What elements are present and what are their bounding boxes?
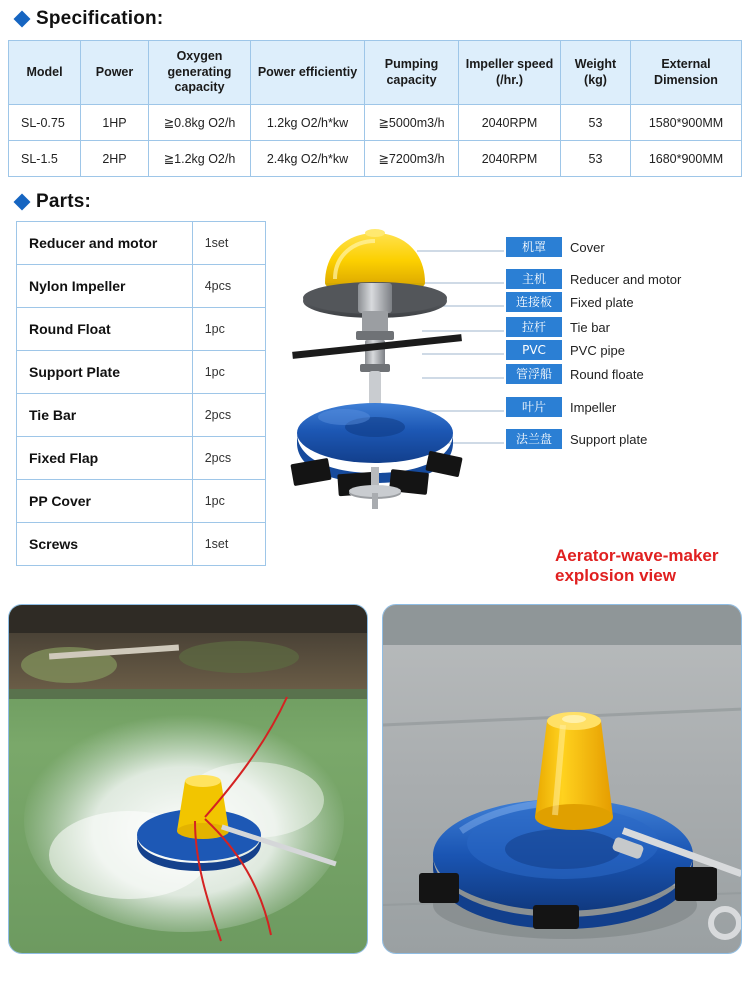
cell-oxygen: ≧1.2kg O2/h [149, 141, 251, 177]
parts-table [16, 221, 266, 566]
callout-impeller [506, 397, 616, 417]
part-name: PP Cover [17, 480, 193, 523]
diamond-bullet-icon [14, 11, 31, 28]
aerator-on-concrete-ground-photo [382, 604, 742, 954]
cell-power: 2HP [81, 141, 149, 177]
list-item [17, 394, 266, 437]
part-qty: 2pcs [192, 394, 265, 437]
callout-cn-label: 连接板 [506, 292, 562, 312]
callout-en-label: Round floate [570, 366, 644, 382]
list-item [17, 437, 266, 480]
cell-power: 1HP [81, 105, 149, 141]
parts-area [0, 221, 750, 585]
col-impeller-speed: Impeller speed (/hr.) [459, 41, 561, 105]
part-qty: 1set [192, 222, 265, 265]
part-name: Round Float [17, 308, 193, 351]
cell-efficiency: 2.4kg O2/h*kw [251, 141, 365, 177]
col-power: Power [81, 41, 149, 105]
table-header-row [9, 41, 742, 105]
callout-cn-label: 法兰盘 [506, 429, 562, 449]
callout-en-label: PVC pipe [570, 342, 625, 358]
col-efficiency: Power efficientiy [251, 41, 365, 105]
callout-cn-label: 拉杆 [506, 317, 562, 337]
cell-oxygen: ≧0.8kg O2/h [149, 105, 251, 141]
list-item [17, 351, 266, 394]
callout-cn-label: 机罩 [506, 237, 562, 257]
callout-support-plate [506, 429, 647, 449]
callout-cn-label: PVC [506, 340, 562, 360]
ground-photo-illustration [383, 605, 742, 954]
part-name: Screws [17, 523, 193, 566]
col-pumping: Pumping capacity [365, 41, 459, 105]
table-row [9, 105, 742, 141]
cell-pumping: ≧7200m3/h [365, 141, 459, 177]
specification-table-wrap [0, 30, 750, 177]
callout-cover [506, 237, 605, 257]
callout-round-float [506, 364, 644, 384]
part-qty: 1set [192, 523, 265, 566]
cell-speed: 2040RPM [459, 141, 561, 177]
list-item [17, 222, 266, 265]
part-name: Tie Bar [17, 394, 193, 437]
callout-en-label: Fixed plate [570, 294, 634, 310]
part-qty: 2pcs [192, 437, 265, 480]
part-qty: 1pc [192, 480, 265, 523]
callout-cn-label: 主机 [506, 269, 562, 289]
parts-title: Parts: [36, 191, 92, 212]
cell-model: SL-1.5 [9, 141, 81, 177]
callout-tie-bar [506, 317, 610, 337]
callout-en-label: Reducer and motor [570, 271, 682, 287]
aerator-operating-in-pond-photo [8, 604, 368, 954]
exploded-diagram [272, 221, 742, 585]
specification-heading [0, 0, 750, 30]
list-item [17, 265, 266, 308]
callout-cn-label: 管浮船 [506, 364, 562, 384]
list-item [17, 308, 266, 351]
table-row [9, 141, 742, 177]
callout-en-label: Cover [570, 239, 605, 255]
callout-reducer-and-motor [506, 269, 681, 289]
part-name: Support Plate [17, 351, 193, 394]
col-external-dimension: External Dimension [631, 41, 742, 105]
callout-en-label: Impeller [570, 399, 617, 415]
callout-fixed-plate [506, 292, 634, 312]
part-qty: 1pc [192, 308, 265, 351]
parts-heading [0, 177, 750, 221]
part-qty: 1pc [192, 351, 265, 394]
part-name: Reducer and motor [17, 222, 193, 265]
cell-weight: 53 [561, 105, 631, 141]
part-name: Nylon Impeller [17, 265, 193, 308]
col-model: Model [9, 41, 81, 105]
cell-pumping: ≧5000m3/h [365, 105, 459, 141]
list-item [17, 480, 266, 523]
diamond-bullet-icon [14, 194, 31, 211]
col-oxygen: Oxygen generating capacity [149, 41, 251, 105]
cell-weight: 53 [561, 141, 631, 177]
specification-table [8, 40, 742, 177]
cell-dimension: 1680*900MM [631, 141, 742, 177]
cell-efficiency: 1.2kg O2/h*kw [251, 105, 365, 141]
list-item [17, 523, 266, 566]
diagram-caption: Aerator-wave-maker explosion view [555, 546, 719, 585]
specification-title: Specification: [36, 8, 164, 29]
callout-pvc-pipe [506, 340, 625, 360]
cell-speed: 2040RPM [459, 105, 561, 141]
part-qty: 4pcs [192, 265, 265, 308]
pond-photo-illustration [9, 605, 368, 954]
callout-cn-label: 叶片 [506, 397, 562, 417]
photo-gallery [8, 604, 742, 954]
part-name: Fixed Flap [17, 437, 193, 480]
cell-dimension: 1580*900MM [631, 105, 742, 141]
col-weight: Weight (kg) [561, 41, 631, 105]
callout-en-label: Tie bar [570, 319, 610, 335]
callout-en-label: Support plate [570, 431, 648, 447]
cell-model: SL-0.75 [9, 105, 81, 141]
